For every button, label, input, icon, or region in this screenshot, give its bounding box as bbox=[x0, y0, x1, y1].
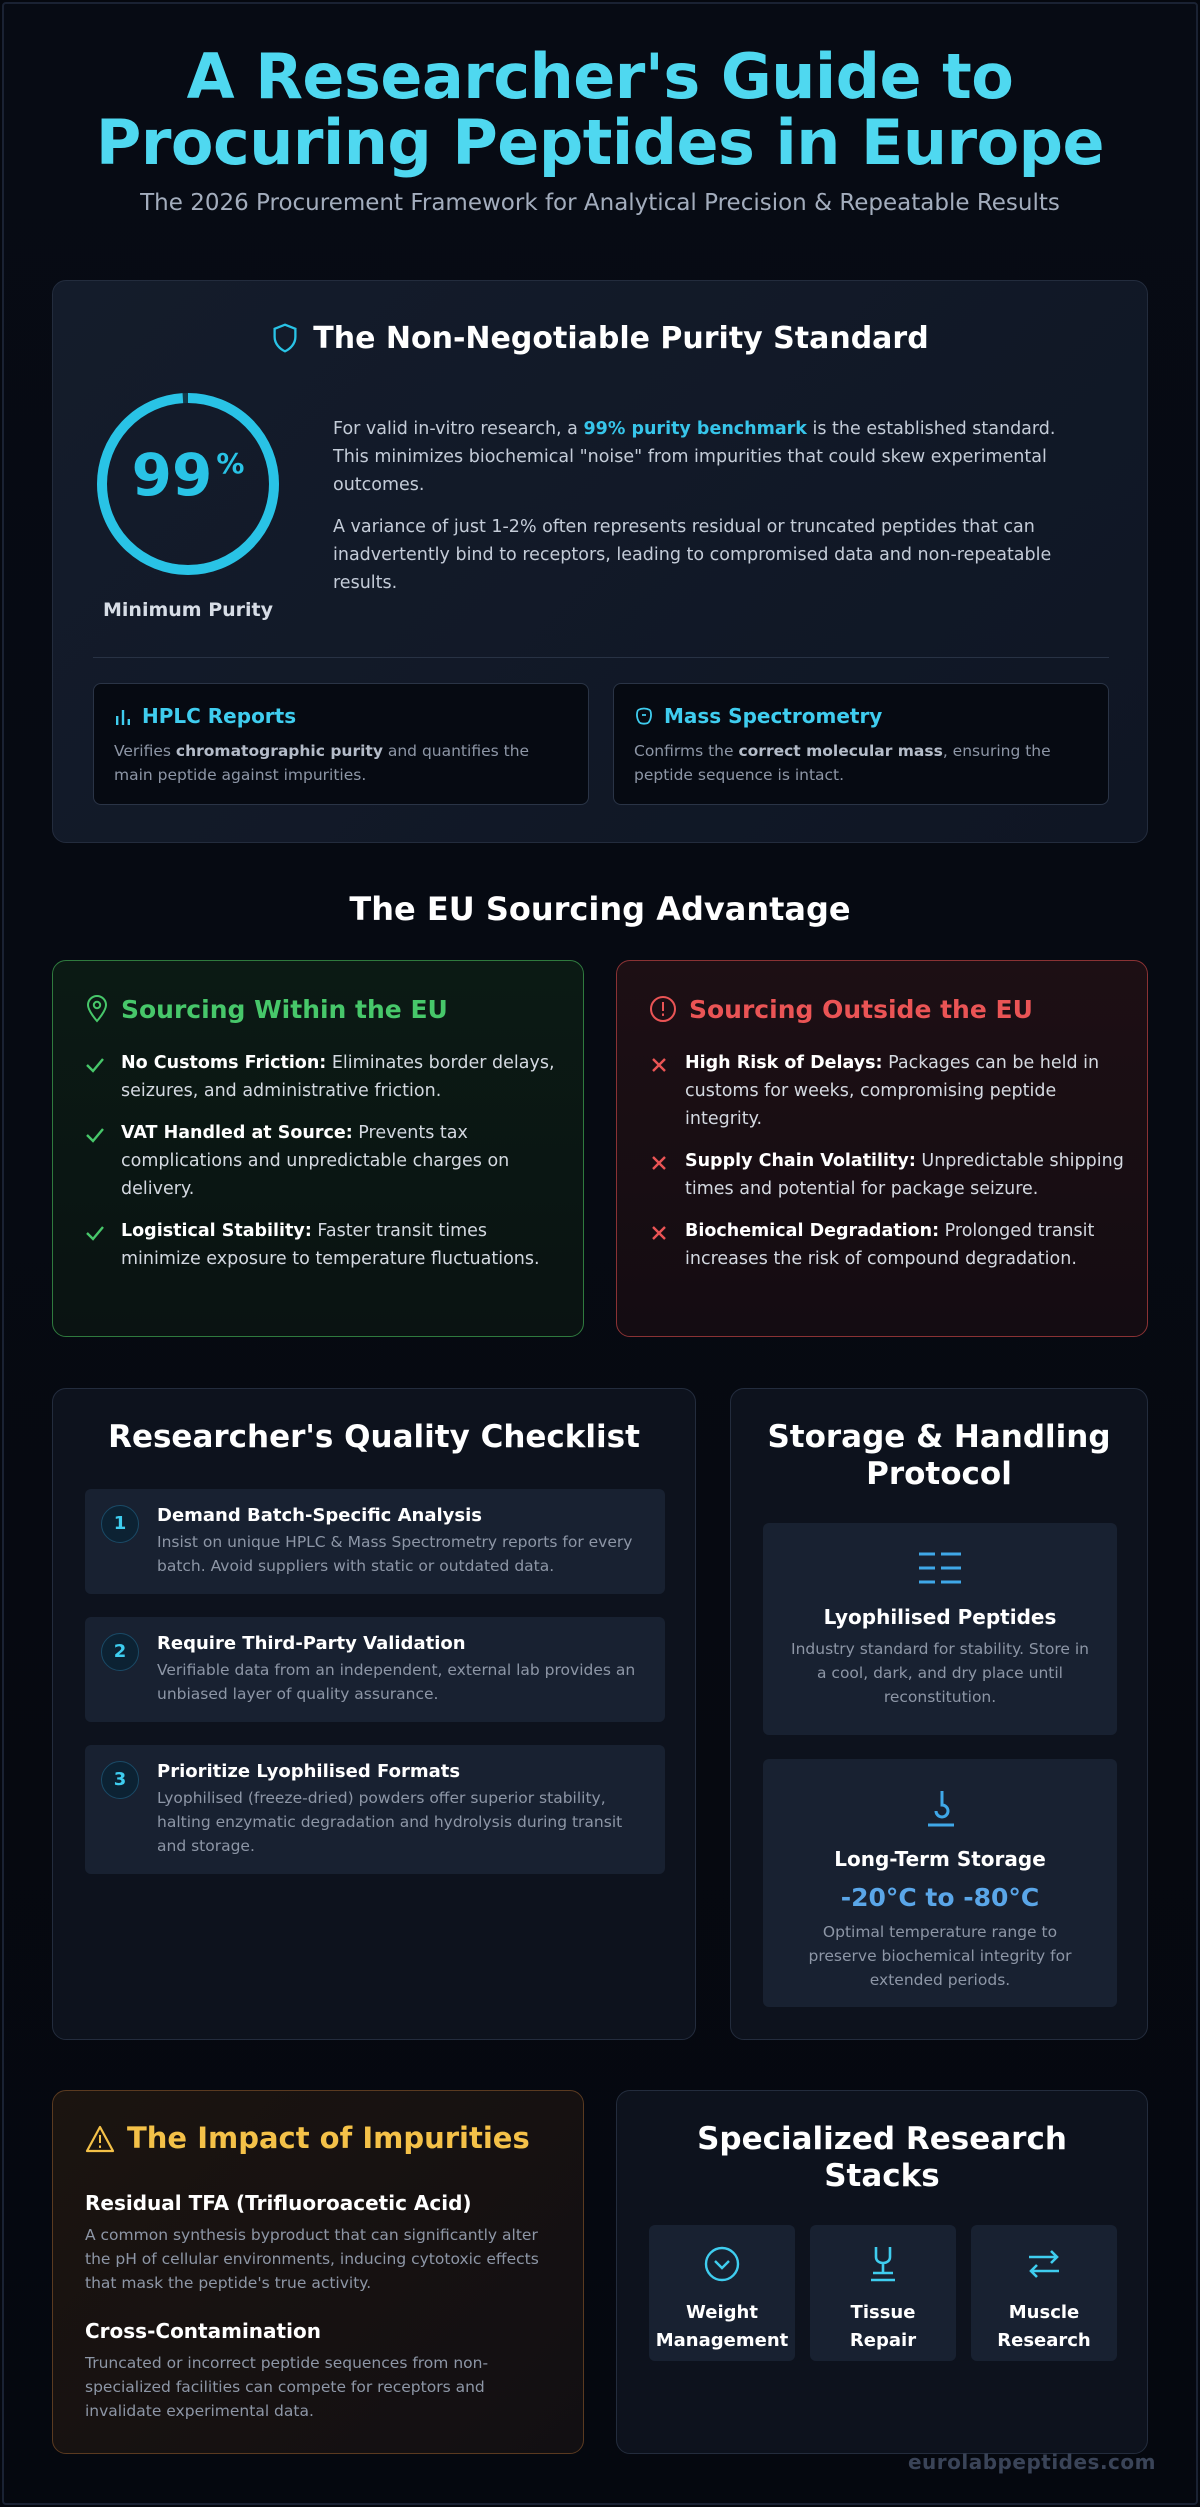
stack-label-line-1: Weight bbox=[686, 2302, 758, 2323]
stacks-title-line-1: Specialized Research bbox=[697, 2121, 1067, 2157]
arrows-exchange-icon bbox=[1025, 2245, 1063, 2283]
purity-paragraph-2: A variance of just 1-2% often represents residual or truncated peptides that can inadvertently bind to receptors, leading to compromised data and non-repeatable results. bbox=[333, 517, 1052, 593]
map-pin-icon bbox=[85, 995, 109, 1029]
page-title bbox=[0, 40, 1200, 179]
stack-tissue-repair[interactable] bbox=[810, 2225, 956, 2361]
item-text: Eliminates border delays, seizures, and administrative friction. bbox=[121, 1053, 555, 1101]
item-bold: Logistical Stability: bbox=[121, 1221, 312, 1241]
within-eu-list bbox=[85, 1049, 565, 1287]
item-bold: VAT Handled at Source: bbox=[121, 1123, 353, 1143]
impurities-heading bbox=[85, 2121, 530, 2160]
hplc-text-pre: Verifies bbox=[114, 742, 176, 760]
stack-label bbox=[810, 2299, 956, 2355]
gauge-label: Minimum Purity bbox=[103, 599, 273, 621]
outside-eu-heading-text: Sourcing Outside the EU bbox=[689, 995, 1033, 1024]
mass-text bbox=[634, 739, 1088, 787]
alert-circle-icon bbox=[649, 995, 677, 1029]
stack-label-line-1: Tissue bbox=[850, 2302, 916, 2323]
stack-label-line-2: Management bbox=[655, 2330, 789, 2351]
gauge-unit: % bbox=[216, 447, 245, 480]
lyophilised-title: Lyophilised Peptides bbox=[823, 1605, 1057, 1629]
para1-pre: For valid in-vitro research, a bbox=[333, 419, 584, 439]
x-icon bbox=[649, 1223, 669, 1243]
checklist-item-text: Insist on unique HPLC & Mass Spectrometry reports for every batch. Avoid suppliers with static or outdated data. bbox=[157, 1533, 633, 1575]
stack-label bbox=[649, 2299, 795, 2355]
sourcing-section-title: The EU Sourcing Advantage bbox=[349, 890, 851, 928]
purity-heading bbox=[53, 321, 1147, 361]
long-term-storage-box bbox=[763, 1759, 1117, 2007]
checklist-item bbox=[85, 1745, 665, 1874]
stacks-title-line-2: Stacks bbox=[824, 2158, 940, 2194]
quality-checklist-card bbox=[52, 1388, 696, 2040]
impurity-item bbox=[85, 2319, 553, 2423]
molecule-icon bbox=[634, 706, 654, 731]
mass-title bbox=[634, 704, 1088, 731]
list-item bbox=[649, 1217, 1129, 1273]
stack-weight-management[interactable] bbox=[649, 2225, 795, 2361]
shield-icon bbox=[271, 323, 299, 361]
item-text: Prevents tax complications and unpredictable charges on delivery. bbox=[121, 1123, 510, 1199]
checklist-item-title: Require Third-Party Validation bbox=[157, 1633, 466, 1654]
hplc-title bbox=[114, 704, 568, 731]
stacks-title bbox=[617, 2121, 1147, 2195]
hplc-text bbox=[114, 739, 568, 787]
item-text: Unpredictable shipping times and potential for package seizure. bbox=[685, 1151, 1124, 1199]
purity-benchmark-highlight: 99% purity benchmark bbox=[583, 419, 807, 439]
checklist-item-title: Prioritize Lyophilised Formats bbox=[157, 1761, 461, 1782]
item-bold: No Customs Friction: bbox=[121, 1053, 327, 1073]
research-stacks-card bbox=[616, 2090, 1148, 2454]
list-item bbox=[85, 1217, 565, 1273]
impurities-heading-text: The Impact of Impurities bbox=[127, 2121, 530, 2155]
purity-heading-text: The Non-Negotiable Purity Standard bbox=[313, 321, 929, 356]
impurities-card bbox=[52, 2090, 584, 2454]
x-icon bbox=[649, 1055, 669, 1075]
checklist-item bbox=[85, 1489, 665, 1594]
stack-label bbox=[971, 2299, 1117, 2355]
within-eu-heading bbox=[85, 995, 448, 1029]
step-number-badge: 3 bbox=[101, 1761, 139, 1799]
item-text: Faster transit times minimize exposure to temperature fluctuations. bbox=[121, 1221, 540, 1269]
mass-text-bold: correct molecular mass bbox=[738, 742, 943, 760]
storage-title-line-1: Storage & Handling bbox=[767, 1419, 1111, 1455]
long-term-text: Optimal temperature range to preserve biochemical integrity for extended periods. bbox=[808, 1923, 1072, 1989]
hplc-text-bold: chromatographic purity bbox=[175, 742, 383, 760]
impurity-title: Cross-Contamination bbox=[85, 2319, 321, 2343]
check-icon bbox=[85, 1125, 105, 1145]
item-text: Packages can be held in customs for weeks, compromising peptide integrity. bbox=[685, 1053, 1100, 1129]
impurity-item bbox=[85, 2191, 553, 2295]
mass-spectrometry-box bbox=[613, 683, 1109, 805]
item-text: Prolonged transit increases the risk of compound degradation. bbox=[685, 1221, 1095, 1269]
footer-domain: eurolabpeptides.com bbox=[907, 2450, 1156, 2474]
outside-eu-heading bbox=[649, 995, 1033, 1029]
hplc-title-text: HPLC Reports bbox=[142, 704, 297, 728]
within-eu-heading-text: Sourcing Within the EU bbox=[121, 995, 448, 1024]
layers-icon bbox=[917, 1551, 963, 1585]
purity-standard-card bbox=[52, 280, 1148, 843]
purity-description bbox=[333, 415, 1093, 597]
hplc-reports-box bbox=[93, 683, 589, 805]
sourcing-outside-eu-card bbox=[616, 960, 1148, 1337]
impurity-text: Truncated or incorrect peptide sequences from non-specialized facilities can compete for receptors and invalidate experimental data. bbox=[85, 2354, 489, 2420]
temperature-range: -20°C to -80°C bbox=[840, 1883, 1040, 1912]
item-bold: Biochemical Degradation: bbox=[685, 1221, 940, 1241]
storage-title-line-2: Protocol bbox=[866, 1456, 1012, 1492]
title-line-1: A Researcher's Guide to bbox=[186, 40, 1014, 113]
x-icon bbox=[649, 1153, 669, 1173]
item-bold: Supply Chain Volatility: bbox=[685, 1151, 916, 1171]
step-number-badge: 2 bbox=[101, 1633, 139, 1671]
lyophilised-text: Industry standard for stability. Store in a cool, dark, and dry place until reconstitution. bbox=[791, 1640, 1089, 1706]
circle-chevron-down-icon bbox=[703, 2245, 741, 2283]
checklist-item-title: Demand Batch-Specific Analysis bbox=[157, 1505, 483, 1526]
impurity-title: Residual TFA (Trifluoroacetic Acid) bbox=[85, 2191, 472, 2215]
step-number-badge: 1 bbox=[101, 1505, 139, 1543]
stack-label-line-1: Muscle bbox=[1008, 2302, 1080, 2323]
title-line-2: Procuring Peptides in Europe bbox=[95, 106, 1105, 179]
divider bbox=[93, 657, 1109, 658]
list-item bbox=[85, 1049, 565, 1105]
storage-protocol-card bbox=[730, 1388, 1148, 2040]
bar-chart-icon bbox=[114, 707, 132, 731]
list-item bbox=[85, 1119, 565, 1203]
list-item bbox=[649, 1049, 1129, 1133]
para1-post: is the established standard. This minimizes biochemical "noise" from impurities that could skew experimental outcomes. bbox=[333, 419, 1056, 495]
sourcing-within-eu-card bbox=[52, 960, 584, 1337]
checklist-item-text: Verifiable data from an independent, external lab provides an unbiased layer of quality assurance. bbox=[157, 1661, 636, 1703]
purity-paragraph-1 bbox=[333, 415, 1093, 499]
thermometer-icon bbox=[920, 1787, 960, 1827]
impurity-text: A common synthesis byproduct that can significantly alter the pH of cellular environments, inducing cytotoxic effects that mask the peptide's true activity. bbox=[85, 2226, 539, 2292]
purity-gauge-value bbox=[95, 441, 281, 509]
mass-text-pre: Confirms the bbox=[634, 742, 739, 760]
gauge-number: 99 bbox=[131, 441, 213, 509]
stack-muscle-research[interactable] bbox=[971, 2225, 1117, 2361]
checklist-title: Researcher's Quality Checklist bbox=[108, 1419, 640, 1455]
lyophilised-box bbox=[763, 1523, 1117, 1735]
checklist-item-text: Lyophilised (freeze-dried) powders offer superior stability, halting enzymatic degradation and hydrolysis during transit and storage. bbox=[157, 1789, 623, 1855]
hplc-text-post: and quantifies the main peptide against impurities. bbox=[114, 742, 530, 784]
mass-title-text: Mass Spectrometry bbox=[664, 704, 883, 728]
check-icon bbox=[85, 1223, 105, 1243]
stack-label-line-2: Repair bbox=[849, 2330, 917, 2351]
checklist-item bbox=[85, 1617, 665, 1722]
stack-label-line-2: Research bbox=[997, 2330, 1091, 2351]
outside-eu-list bbox=[649, 1049, 1129, 1287]
microscope-icon bbox=[864, 2245, 902, 2283]
check-icon bbox=[85, 1055, 105, 1075]
mass-text-post: , ensuring the peptide sequence is intact. bbox=[634, 742, 1051, 784]
warning-triangle-icon bbox=[85, 2125, 115, 2160]
page-subtitle: The 2026 Procurement Framework for Analytical Precision & Repeatable Results bbox=[140, 190, 1060, 216]
header bbox=[0, 40, 1200, 216]
long-term-title: Long-Term Storage bbox=[834, 1847, 1046, 1871]
storage-title bbox=[731, 1419, 1147, 1493]
item-bold: High Risk of Delays: bbox=[685, 1053, 883, 1073]
list-item bbox=[649, 1147, 1129, 1203]
